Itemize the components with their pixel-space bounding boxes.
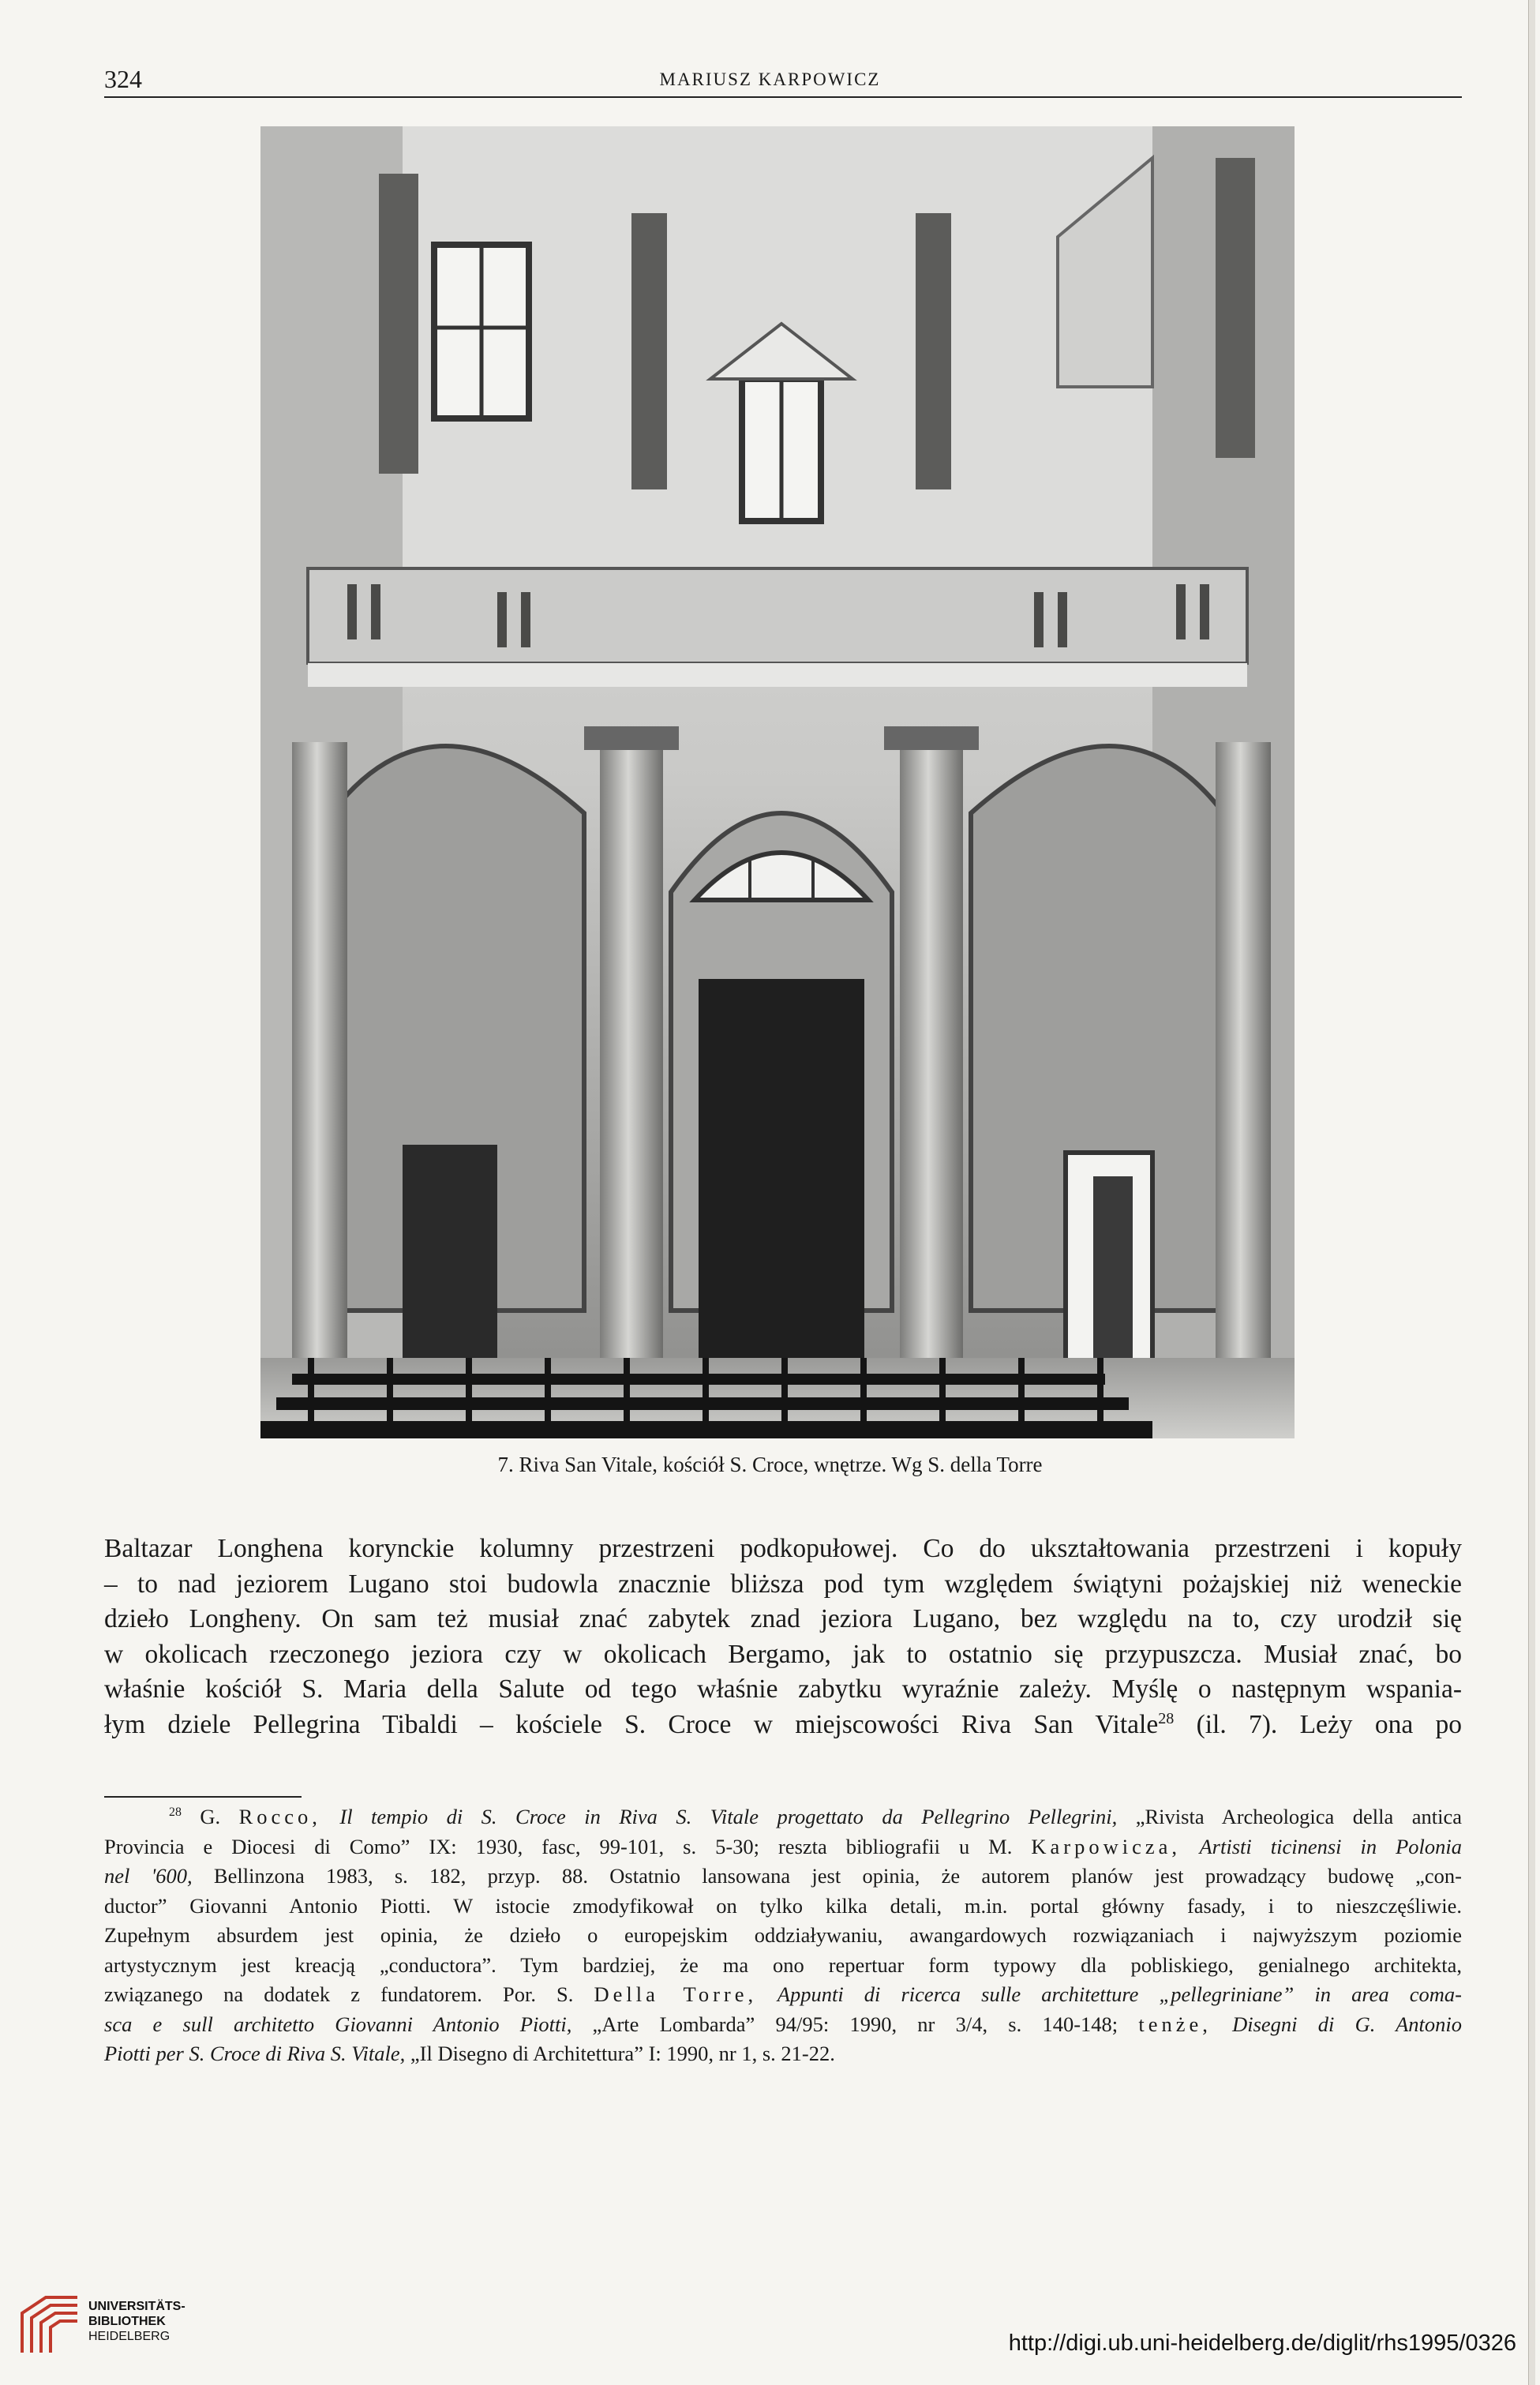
body-text-run: (il. 7). Leży ona po xyxy=(1174,1709,1462,1739)
figure-caption: 7. Riva San Vitale, kościół S. Croce, wnętrze. Wg S. della Torre xyxy=(497,1453,1043,1476)
body-line: Baltazar Longhena korynckie kolumny przestrzeni podkopułowej. Co do ukształtowania przestrzeni i kopuły xyxy=(104,1534,1462,1563)
church-interior-photo xyxy=(260,126,1295,1438)
page-number: 324 xyxy=(104,65,142,93)
fn-title: Il tempio di S. Croce in Riva S. Vitale progettato da Pellegrino Pellegrini, xyxy=(320,1805,1118,1828)
fn-text: „Rivista Archeologica della antica xyxy=(1117,1805,1462,1828)
body-line xyxy=(104,1708,1462,1743)
footnote-line xyxy=(104,1832,1462,1862)
fn-title: nel '600, xyxy=(104,1864,193,1888)
source-url-link[interactable]: http://digi.ub.uni-heidelberg.de/diglit/rhs1995/0326 xyxy=(1008,2331,1516,2356)
fn-author: tenże, xyxy=(1138,2012,1212,2036)
fn-text: Provincia e Diocesi di Como” IX: 1930, fasc, 99-101, s. 5-30; reszta bibliografii u M. xyxy=(104,1834,1032,1858)
fn-text: „Il Disegno di Architettura” I: 1990, nr 1, s. 21-22. xyxy=(405,2042,835,2065)
footnote-ref: 28 xyxy=(1158,1709,1175,1727)
footnote-line xyxy=(104,1862,1462,1892)
footnote-line: ductor” Giovanni Antonio Piotti. W istocie zmodyfikował on tylko kilka detali, m.in. portal główny fasady, i to nieszczęśliwie. xyxy=(104,1893,1462,1918)
library-line: HEIDELBERG xyxy=(88,2330,170,2343)
header-rule xyxy=(104,96,1462,98)
fn-title: Appunti di ricerca sulle architetture „pellegriniane” in area coma- xyxy=(757,1982,1463,2006)
fn-text: „Arte Lombarda” 94/95: 1990, nr 3/4, s. 140-148; xyxy=(571,2012,1139,2036)
footnote-line: artystycznym jest kreacją „conductora”. Tym bardziej, że ma ono repertuar form typowy dla pobliskiego, genialnego architekta, xyxy=(104,1952,1462,1977)
body-line: w okolicach rzeczonego jeziora czy w okolicach Bergamo, jak to ostatnio się przypuszcza. Musiał znać, bo xyxy=(104,1639,1462,1669)
fn-text: Bellinzona 1983, s. 182, przyp. 88. Ostatnio lansowana jest opinia, że autorem planów jest prowadzący budowę „con- xyxy=(192,1864,1462,1888)
fn-title: Disegni di G. Antonio xyxy=(1211,2012,1463,2036)
footnote-number: 28 xyxy=(169,1806,182,1820)
library-name xyxy=(88,2299,185,2344)
body-paragraph xyxy=(104,1532,1462,1742)
library-line: BIBLIOTHEK xyxy=(88,2315,166,2328)
footnote-line: Zupełnym absurdem jest opinia, że dzieło o europejskim oddziaływaniu, awangardowych rozwiązaniach i najwyższym poziomie xyxy=(104,1923,1462,1947)
fn-author: Rocco, xyxy=(238,1805,321,1828)
body-text-run: łym dziele Pellegrina Tibaldi – kościele S. Croce w miejscowości Riva San Vitale xyxy=(104,1709,1159,1739)
footnote-line xyxy=(104,2010,1462,2040)
fn-title: Artisti ticinensi in Polonia xyxy=(1180,1834,1462,1858)
fn-author: Della Torre, xyxy=(594,1982,758,2006)
running-head: MARIUSZ KARPOWICZ xyxy=(659,69,881,89)
footnote-line xyxy=(104,2039,1462,2069)
body-line: – to nad jeziorem Lugano stoi budowla znacznie bliższa pod tym względem świątyni pożajskiej niż weneckie xyxy=(104,1569,1462,1599)
body-line: dzieło Longheny. On sam też musiał znać zabytek znad jeziora Lugano, bez względu na to, czy urodził się xyxy=(104,1604,1462,1633)
fn-text: związanego na dodatek z fundatorem. Por. S. xyxy=(104,1982,594,2006)
body-line: właśnie kościół S. Maria della Salute od tego właśnie zabytku wyraźnie zależy. Myślę o następnym wspania- xyxy=(104,1674,1462,1704)
fn-text: G. xyxy=(181,1805,239,1828)
footnote-rule xyxy=(104,1796,302,1798)
fn-title: sca e sull architetto Giovanni Antonio Piotti, xyxy=(104,2012,572,2036)
photo-illustration xyxy=(260,126,1295,1438)
footnote-28 xyxy=(104,1802,1462,2069)
footnote-line xyxy=(104,1802,1462,1832)
library-line: UNIVERSITÄTS- xyxy=(88,2300,185,2313)
fn-title: Piotti per S. Croce di Riva S. Vitale, xyxy=(104,2042,406,2065)
page-edge xyxy=(1528,0,1535,2385)
fn-author: Karpowicza, xyxy=(1031,1834,1181,1858)
footnote-line xyxy=(104,1980,1462,2010)
